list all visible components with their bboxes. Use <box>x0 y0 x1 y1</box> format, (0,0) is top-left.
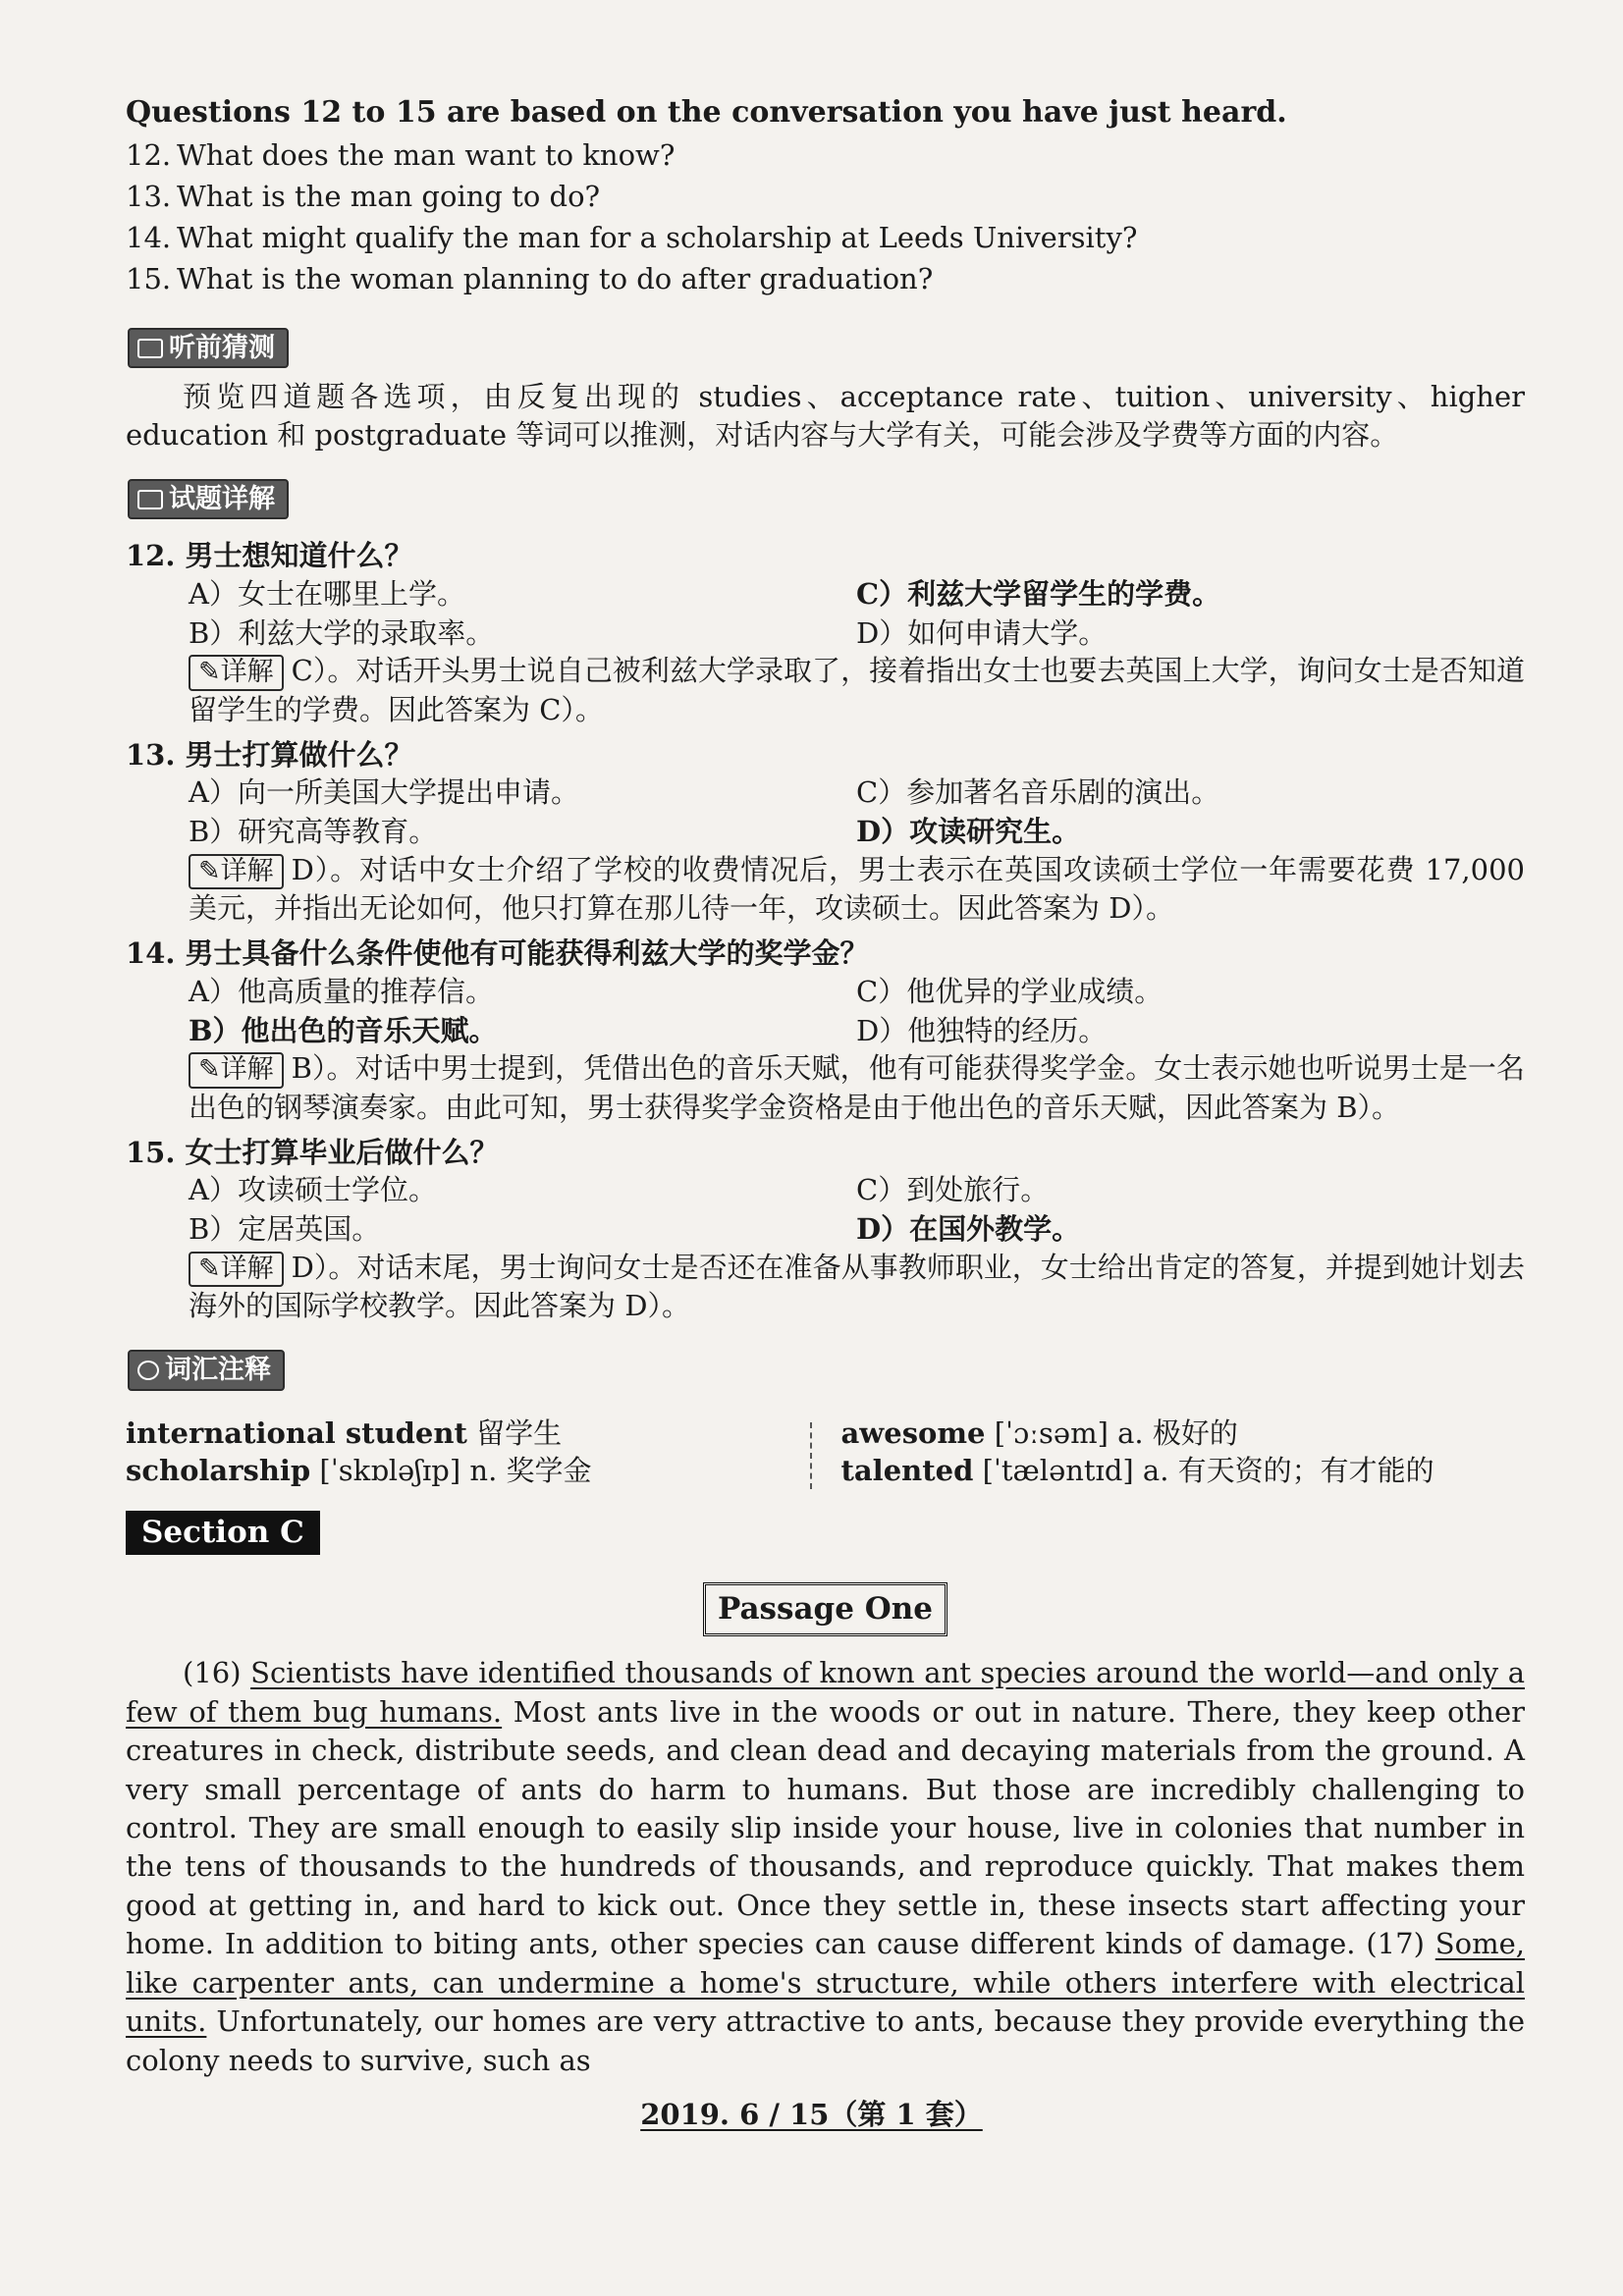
question-text: What is the man going to do? <box>177 179 601 213</box>
explain-label <box>189 1252 284 1287</box>
option: B）研究高等教育。 <box>189 815 438 849</box>
passage-title: Passage One <box>703 1582 947 1636</box>
option: B）定居英国。 <box>189 1212 381 1247</box>
passage-text: Most ants live in the woods or out in nature. There, they keep other creatures in check, distribute seeds, and clean dead and decaying materials from the ground. A very small percentage of ants do harm to humans. But those are incredibly challenging to control. They are small enough to easily slip inside your house, live in colonies that number in the tens of thousands to the hundreds of thousands, and reproduce quickly. That makes them good at getting in, and hard to kick out. Once they settle in, these insects start affecting your home. In addition to biting ants, other species can cause different kinds of damage. (17) <box>126 1694 1525 1961</box>
question-number: 14. <box>126 221 172 255</box>
option: C）到处旅行。 <box>856 1173 1050 1207</box>
explanation-text: D）。对话末尾，男士询问女士是否还在准备从事教师职业，女士给出肯定的答复，并提到她计划去海外的国际学校教学。因此答案为 D）。 <box>189 1250 1525 1322</box>
item-stem: 13. 男士打算做什么？ <box>126 737 413 772</box>
questions-heading: Questions 12 to 15 are based on the conversation you have just heard. <box>126 95 1287 130</box>
vocab-word: scholarship <box>126 1454 311 1488</box>
options-grid <box>189 973 1525 1050</box>
vocab-left <box>126 1415 810 1490</box>
passage-text: (16) <box>183 1656 251 1690</box>
question-row <box>126 136 1525 174</box>
passage-text: Unfortunately, our homes are very attractive to ants, because they provide everything the colony needs to survive, such as <box>126 2004 1525 2077</box>
explain-label-text: 详解 <box>220 1253 274 1284</box>
detail-tag <box>128 479 289 520</box>
preview-tag-label: 听前猜测 <box>169 332 275 363</box>
vocab-table <box>126 1415 1525 1490</box>
explain-label-text: 详解 <box>220 1054 274 1086</box>
option: B）他出色的音乐天赋。 <box>189 1013 498 1047</box>
vocab-divider <box>810 1422 812 1490</box>
explain-label-text: 详解 <box>220 855 274 886</box>
question-number: 12. <box>126 137 172 172</box>
option: B）利兹大学的录取率。 <box>189 615 495 650</box>
option: A）他高质量的推荐信。 <box>189 974 494 1008</box>
detail-tag-label: 试题详解 <box>169 483 275 514</box>
option: D）攻读研究生。 <box>856 815 1081 849</box>
answer-item <box>126 934 1525 1125</box>
explanation <box>189 1049 1525 1126</box>
explain-label-text: 详解 <box>220 657 274 688</box>
explanation-text: B）。对话中男士提到，凭借出色的音乐天赋，他有可能获得奖学金。女士表示她也听说男士是一名出色的钢琴演奏家。由此可知，男士获得奖学金资格是由于他出色的音乐天赋，因此答案为 B）。 <box>189 1051 1525 1124</box>
vocab-word: international student <box>126 1415 467 1450</box>
option: D）如何申请大学。 <box>856 615 1108 650</box>
passage-body <box>126 1654 1525 2080</box>
passage-underlined: Some, like carpenter ants, can undermine a home's structure, while others interfere with electrical units. <box>126 1927 1525 2039</box>
explanation <box>189 652 1525 728</box>
pencil-icon: ✎ <box>198 855 221 886</box>
vocab-word: talented <box>840 1454 974 1488</box>
answer-item <box>126 1134 1525 1324</box>
vocab-right <box>841 1415 1526 1490</box>
question-text: What does the man want to know? <box>177 137 676 172</box>
section-label: Section C <box>126 1511 320 1555</box>
explanation-text: C）。对话开头男士说自己被利兹大学录取了，接着指出女士也要去英国上大学，询问女士是否知道留学生的学费。因此答案为 C）。 <box>189 654 1525 726</box>
vocab-tag <box>128 1350 285 1391</box>
vocab-definition: [ˈskɒləʃɪp] n. 奖学金 <box>310 1454 592 1488</box>
explain-label <box>189 854 284 889</box>
option: C）参加著名音乐剧的演出。 <box>856 775 1220 810</box>
page-footer <box>0 2096 1623 2133</box>
question-row <box>126 260 1525 297</box>
option: A）攻读硕士学位。 <box>189 1173 437 1207</box>
option: D）在国外教学。 <box>856 1212 1081 1247</box>
explanation <box>189 851 1525 928</box>
vocab-definition: [ˈɔːsəm] a. 极好的 <box>985 1415 1238 1450</box>
item-stem: 15. 女士打算毕业后做什么？ <box>126 1135 499 1169</box>
item-stem: 14. 男士具备什么条件使他有可能获得利兹大学的奖学金？ <box>126 936 869 971</box>
vocab-entry <box>126 1415 810 1452</box>
explanation-text: D）。对话中女士介绍了学校的收费情况后，男士表示在英国攻读硕士学位一年需要花费 17,000 美元，并指出无论如何，他只打算在那儿待一年，攻读硕士。因此答案为 D）。 <box>189 852 1525 926</box>
passage-underlined: Scientists have identified thousands of known ant species around the world—and only a few of them bug humans. <box>126 1656 1525 1729</box>
answer-items <box>126 537 1525 1324</box>
pencil-icon: ✎ <box>198 1253 221 1284</box>
vocab-tag-label: 词汇注释 <box>165 1355 271 1386</box>
option: C）利兹大学留学生的学费。 <box>856 576 1221 611</box>
question-text: What is the woman planning to do after graduation? <box>177 262 934 296</box>
question-number: 13. <box>126 179 172 213</box>
item-stem: 12. 男士想知道什么？ <box>126 539 413 573</box>
option: D）他独特的经历。 <box>856 1013 1108 1047</box>
vocab-entry <box>126 1452 810 1489</box>
pencil-icon: ✎ <box>198 1054 221 1086</box>
option: A）女士在哪里上学。 <box>189 576 465 611</box>
note-icon <box>137 339 163 358</box>
option: C）他优异的学业成绩。 <box>856 974 1163 1008</box>
preview-text: 预览四道题各选项，由反复出现的 studies、acceptance rate、tuition、university、higher education 和 postgraduate 等词可以推测，对话内容与大学有关，可能会涉及学费等方面的内容。 <box>126 380 1525 452</box>
clock-icon <box>137 1361 159 1380</box>
vocab-entry <box>841 1415 1526 1452</box>
explain-label <box>189 655 284 690</box>
explain-label <box>189 1052 284 1088</box>
options-grid <box>189 1171 1525 1249</box>
option: A）向一所美国大学提出申请。 <box>189 775 579 810</box>
answer-item <box>126 736 1525 927</box>
book-icon <box>137 490 163 509</box>
vocab-entry <box>841 1452 1526 1489</box>
question-text: What might qualify the man for a scholarship at Leeds University? <box>177 221 1138 255</box>
answer-item <box>126 537 1525 727</box>
question-row <box>126 178 1525 215</box>
pencil-icon: ✎ <box>198 657 221 688</box>
vocab-definition: [ˈtæləntɪd] a. 有天资的；有才能的 <box>973 1454 1434 1488</box>
question-number: 15. <box>126 262 172 296</box>
vocab-word: awesome <box>840 1415 986 1450</box>
explanation <box>189 1249 1525 1325</box>
vocab-definition: 留学生 <box>466 1415 563 1450</box>
options-grid <box>189 575 1525 653</box>
preview-tag <box>128 328 289 369</box>
footer-text: 2019. 6 / 15（第 1 套） <box>640 2098 983 2131</box>
question-row <box>126 219 1525 256</box>
options-grid <box>189 774 1525 851</box>
question-list <box>126 136 1525 298</box>
